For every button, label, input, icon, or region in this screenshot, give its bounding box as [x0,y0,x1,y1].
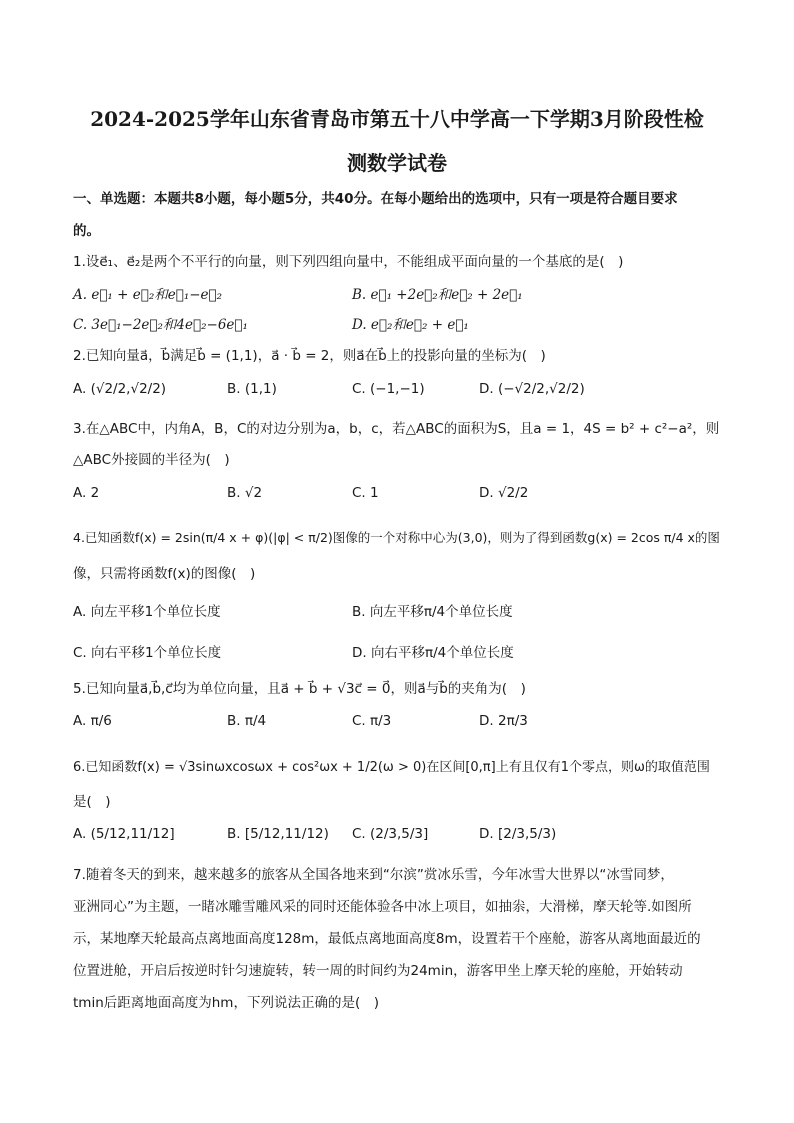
question-4-option-d: D. 向右平移π/4个单位长度 [352,645,514,661]
question-1-option-c: C. 3e⃗₁−2e⃗₂和4e⃗₂−6e⃗₁ [73,317,248,333]
question-1-option-d: D. e⃗₂和e⃗₂ + e⃗₁ [352,317,469,333]
question-2-option-c: C. (−1,−1) [352,381,425,397]
question-2-option-a: A. (√2/2,√2/2) [73,381,167,397]
question-3-stem-line1: 3.在△ABC中，内角A，B，C的对边分别为a，b，c，若△ABC的面积为S，且a = 1，4S = b² + c²−a²，则 [73,421,720,437]
exam-title-line1: 2024-2025学年山东省青岛市第五十八中学高一下学期3月阶段性检 [90,107,704,131]
question-4-stem-line2: 像，只需将函数f(x)的图像( ) [73,566,256,582]
question-3-stem-line2: △ABC外接圆的半径为( ) [73,452,230,468]
question-6-option-d: D. [2/3,5/3) [479,826,557,842]
question-3-option-d: D. √2/2 [479,485,529,501]
question-7-line4: 位置进舱，开启后按逆时针匀速旋转，转一周的时间约为24min，游客甲坐上摩天轮的座舱，开始转动 [73,963,683,979]
question-4-option-c: C. 向右平移1个单位长度 [73,645,222,661]
question-2-stem: 2.已知向量a⃗，b⃗满足b⃗ = (1,1)，a⃗ · b⃗ = 2，则a⃗在b⃗上的投影向量的坐标为( ) [73,348,546,364]
question-5-option-d: D. 2π/3 [479,713,528,729]
question-7-line1: 7.随着冬天的到来，越来越多的旅客从全国各地来到“尔滨”赏冰乐雪，今年冰雪大世界以“冰雪同梦， [73,867,674,883]
question-3-option-a: A. 2 [73,485,100,501]
section-heading-line1: 一、单选题：本题共8小题，每小题5分，共40分。在每小题给出的选项中，只有一项是符合题目要求 [73,191,678,207]
question-4-option-b: B. 向左平移π/4个单位长度 [352,604,513,620]
question-7-line2: 亚洲同心”为主题，一睹冰雕雪雕风采的同时还能体验各中冰上项目，如抽尜，大滑梯，摩天轮等.如图所 [73,899,692,915]
question-1-option-b: B. e⃗₁ +2e⃗₂和e⃗₂ + 2e⃗₁ [352,287,523,303]
question-4-option-a: A. 向左平移1个单位长度 [73,604,221,620]
question-5-option-b: B. π/4 [227,713,267,729]
question-5-option-c: C. π/3 [352,713,392,729]
question-5-stem: 5.已知向量a⃗,b⃗,c⃗均为单位向量，且a⃗ + b⃗ + √3c⃗ = 0⃗，则a⃗与b⃗的夹角为( ) [73,681,526,697]
question-3-option-c: C. 1 [352,485,379,501]
question-7-line3: 示，某地摩天轮最高点离地面高度128m，最低点离地面高度8m，设置若干个座舱，游客从离地面最近的 [73,931,701,947]
question-5-option-a: A. π/6 [73,713,112,729]
question-6-stem-line1: 6.已知函数f(x) = √3sinωxcosωx + cos²ωx + 1/2(ω > 0)在区间[0,π]上有且仅有1个零点，则ω的取值范围 [73,760,710,775]
question-6-option-b: B. [5/12,11/12) [227,826,329,842]
section-heading-line2: 的。 [73,223,100,239]
exam-title-line2: 测数学试卷 [347,151,447,175]
question-6-option-a: A. (5/12,11/12] [73,826,175,842]
question-3-option-b: B. √2 [227,485,263,501]
question-2-option-d: D. (−√2/2,√2/2) [479,381,585,397]
question-2-option-b: B. (1,1) [227,381,277,397]
question-1-stem: 1.设e⃗₁、e⃗₂是两个不平行的向量，则下列四组向量中，不能组成平面向量的一个基底的是( ) [73,254,624,270]
question-6-option-c: C. (2/3,5/3] [352,826,429,842]
question-1-option-a: A. e⃗₁ + e⃗₂和e⃗₁−e⃗₂ [73,287,223,303]
question-7-line5: tmin后距离地面高度为hm，下列说法正确的是( ) [73,995,379,1011]
question-4-stem-line1: 4.已知函数f(x) = 2sin(π/4 x + φ)(|φ| < π/2)图像的一个对称中心为(3,0)，则为了得到函数g(x) = 2cos π/4 x的图 [73,530,720,545]
question-6-stem-line2: 是( ) [73,794,111,810]
